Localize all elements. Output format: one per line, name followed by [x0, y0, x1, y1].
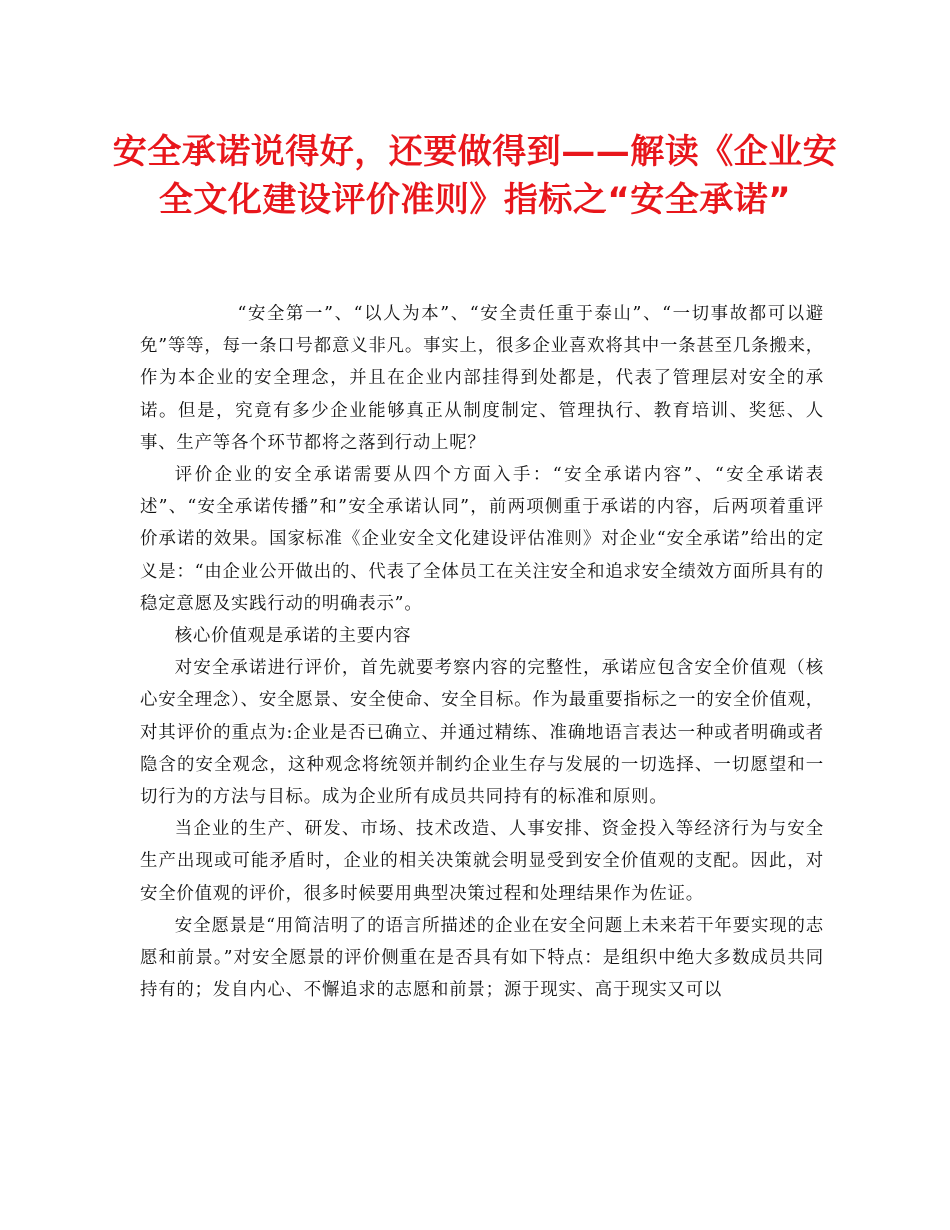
- document-title: 安全承诺说得好，还要做得到——解读《企业安全文化建设评价准则》指标之“安全承诺”: [112, 132, 838, 220]
- paragraph-safety-vision: 安全愿景是“用简洁明了的语言所描述的企业在安全问题上未来若干年要实现的志愿和前景。”对安全愿景的评价侧重在是否具有如下特点：是组织中绝大多数成员共同持有的；发自内心、不懈追求的志愿和前景；源于现实、高于现实又可以: [140, 915, 824, 1001]
- paragraph-evaluation: 评价企业的安全承诺需要从四个方面入手：“安全承诺内容”、“安全承诺表述”、“安全承诺传播”和”安全承诺认同”，前两项侧重于承诺的内容，后两项着重评价承诺的效果。国家标准《企业安全文化建设评估准则》对企业“安全承诺”给出的定义是：“由企业公开做出的、代表了全体员工在关注安全和追求安全绩效方面所具有的稳定意愿及实践行动的明确表示”。: [140, 465, 825, 614]
- paragraph-decision-making: 当企业的生产、研发、市场、技术改造、人事安排、资金投入等经济行为与安全生产出现或可能矛盾时，企业的相关决策就会明显受到安全价值观的支配。因此，对安全价值观的评价，很多时候要用典型决策过程和处理结果作为佐证。: [140, 819, 824, 904]
- document-body: [140, 298, 824, 1006]
- section-heading-core-values: 核心价值观是承诺的主要内容: [174, 626, 412, 647]
- paragraph-intro: “安全第一”、“以人为本”、“安全责任重于泰山”、“一切事故都可以避免”等等，每一条口号都意义非凡。事实上，很多企业喜欢将其中一条甚至几条搬来，作为本企业的安全理念，并且在企业内部挂得到处都是，代表了管理层对安全的承诺。但是，究竟有多少企业能够真正从制度制定、管理执行、教育培训、奖惩、人事、生产等各个环节都将之落到行动上呢？: [140, 304, 824, 453]
- paragraph-content-completeness: 对安全承诺进行评价，首先就要考察内容的完整性，承诺应包含安全价值观（核心安全理念）、安全愿景、安全使命、安全目标。作为最重要指标之一的安全价值观，对其评价的重点为:企业是否已确立、并通过精练、准确地语言表达一种或者明确或者隐含的安全观念，这种观念将统领并制约企业生存与发展的一切选择、一切愿望和一切行为的方法与目标。成为企业所有成员共同持有的标准和原则。: [140, 658, 824, 808]
